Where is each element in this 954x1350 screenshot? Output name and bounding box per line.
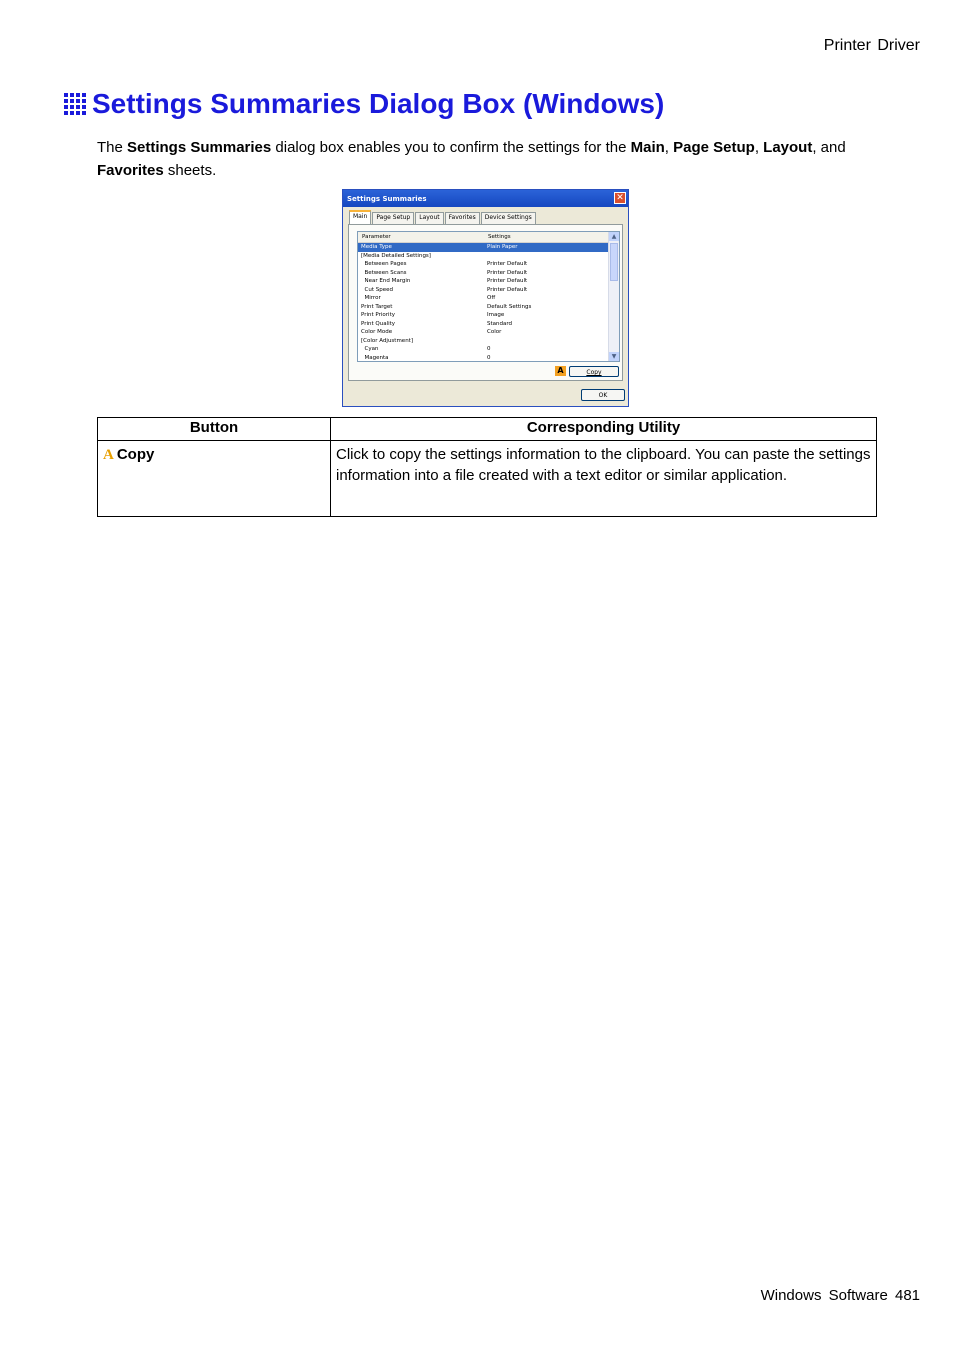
list-item[interactable]	[358, 345, 608, 354]
list-item[interactable]	[358, 277, 608, 286]
setting-cell: Plain Paper	[487, 244, 518, 250]
setting-cell: Image	[487, 312, 505, 318]
parameter-cell: Between Pages	[361, 261, 407, 267]
close-button[interactable]: ✕	[614, 192, 626, 204]
parameter-cell: Near End Margin	[361, 278, 411, 284]
setting-cell: Standard	[487, 320, 513, 327]
parameter-cell: Print Priority	[361, 312, 395, 318]
parameter-cell: Cyan	[361, 346, 379, 352]
setting-cell: Printer Default	[487, 286, 528, 293]
tab-page-setup[interactable]: Page Setup	[372, 212, 414, 224]
setting-cell: Color	[487, 329, 502, 335]
parameter-cell: Media Type	[361, 244, 392, 250]
list-item[interactable]	[358, 320, 608, 329]
table-row	[98, 441, 877, 517]
dialog-title: Settings Summaries	[347, 194, 427, 203]
running-footer: Windows Software 481	[760, 1287, 920, 1304]
list-item[interactable]	[358, 269, 608, 278]
list-item[interactable]	[358, 303, 608, 312]
grid-icon	[64, 93, 86, 115]
button-name: Copy	[116, 446, 155, 463]
tab-panel	[348, 224, 623, 381]
copy-button[interactable]: Copy	[569, 366, 619, 377]
setting-cell: 0	[487, 346, 491, 352]
column-settings[interactable]: Settings	[488, 234, 511, 240]
header-utility: Corresponding Utility	[331, 418, 877, 441]
callout-marker: A	[103, 447, 114, 463]
tab-layout[interactable]: Layout	[415, 212, 443, 224]
setting-cell: Printer Default	[487, 269, 528, 276]
list-item[interactable]	[358, 260, 608, 269]
callout-marker-a: A	[555, 366, 566, 376]
parameter-cell: Color Mode	[361, 329, 393, 335]
ok-button[interactable]: OK	[581, 389, 625, 401]
parameter-cell: Between Scans	[361, 269, 407, 276]
list-header	[358, 232, 619, 243]
running-header: Printer Driver	[823, 37, 920, 54]
settings-summaries-dialog	[342, 189, 629, 407]
list-item[interactable]	[358, 328, 608, 337]
parameter-cell: [Media Detailed Settings]	[361, 252, 431, 259]
scroll-thumb[interactable]	[610, 243, 618, 281]
button-utility-table	[97, 417, 877, 517]
list-item[interactable]	[358, 252, 608, 261]
list-item[interactable]	[358, 337, 608, 346]
list-item[interactable]	[358, 354, 608, 363]
setting-cell: Printer Default	[487, 261, 528, 267]
parameter-cell: [Color Adjustment]	[361, 337, 413, 344]
header-button: Button	[98, 418, 331, 441]
parameter-cell: Mirror	[361, 295, 381, 301]
vertical-scrollbar[interactable]	[608, 232, 619, 361]
scroll-up-icon[interactable]: ▲	[609, 232, 619, 241]
list-item[interactable]	[358, 243, 608, 252]
list-item[interactable]	[358, 286, 608, 295]
table-header-row	[98, 418, 877, 441]
column-parameter[interactable]: Parameter	[362, 234, 391, 240]
parameter-cell: Cut Speed	[361, 286, 393, 293]
tab-device-settings[interactable]: Device Settings	[481, 212, 536, 224]
list-item[interactable]	[358, 294, 608, 303]
description-cell: Click to copy the settings information to the clipboard. You can paste the settings information into a file created with a text editor or similar application.	[331, 441, 877, 517]
list-item[interactable]	[358, 311, 608, 320]
parameter-cell: Magenta	[361, 354, 389, 361]
settings-list[interactable]	[357, 231, 620, 362]
scroll-down-icon[interactable]: ▼	[609, 352, 619, 361]
page-title: Settings Summaries Dialog Box (Windows)	[92, 88, 665, 119]
setting-cell: 0	[487, 354, 491, 361]
setting-cell: Off	[487, 295, 496, 301]
title-row	[64, 88, 664, 120]
setting-cell: Printer Default	[487, 278, 528, 284]
parameter-cell: Print Target	[361, 303, 393, 310]
dialog-titlebar[interactable]	[343, 190, 628, 207]
tab-main[interactable]: Main	[349, 210, 371, 225]
tab-favorites[interactable]: Favorites	[445, 212, 480, 224]
list-rows	[358, 243, 608, 362]
intro-paragraph: The Settings Summaries dialog box enables you to confirm the settings for the Main, Page Setup, Layout, and Favorites sheets.	[97, 139, 846, 179]
parameter-cell: Print Quality	[361, 320, 396, 327]
button-cell	[98, 441, 331, 517]
setting-cell: Default Settings	[487, 303, 532, 310]
